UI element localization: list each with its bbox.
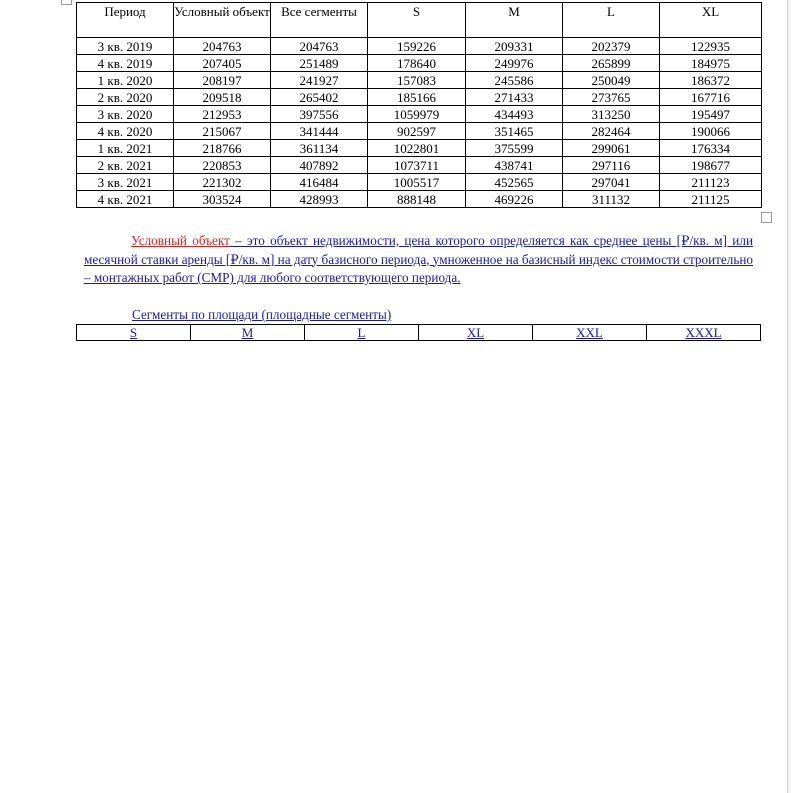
value-cell: 265402 <box>271 89 368 106</box>
value-cell: 361134 <box>271 140 368 157</box>
value-cell: 1022801 <box>368 140 466 157</box>
value-cell: 416484 <box>271 174 368 191</box>
table-row <box>77 106 762 123</box>
value-cell: 207405 <box>174 55 271 72</box>
value-cell: 178640 <box>368 55 466 72</box>
value-cell: 273765 <box>563 89 660 106</box>
value-cell: 167716 <box>660 89 762 106</box>
value-cell: 184975 <box>660 55 762 72</box>
value-cell: 407892 <box>271 157 368 174</box>
value-cell: 469226 <box>466 191 563 208</box>
value-cell: 282464 <box>563 123 660 140</box>
column-header: Все сегменты <box>271 3 368 38</box>
value-cell: 397556 <box>271 106 368 123</box>
segment-cell: XXXL <box>647 325 761 341</box>
value-cell: 250049 <box>563 72 660 89</box>
value-cell: 211125 <box>660 191 762 208</box>
value-cell: 176334 <box>660 140 762 157</box>
table-header-row <box>77 3 762 38</box>
value-cell: 190066 <box>660 123 762 140</box>
value-cell: 313250 <box>563 106 660 123</box>
table-row <box>77 89 762 106</box>
value-cell: 1059979 <box>368 106 466 123</box>
table-resize-handle[interactable] <box>761 212 772 223</box>
segments-table <box>76 324 761 341</box>
value-cell: 434493 <box>466 106 563 123</box>
value-cell: 221302 <box>174 174 271 191</box>
value-cell: 209518 <box>174 89 271 106</box>
table-row <box>77 157 762 174</box>
period-cell: 4 кв. 2019 <box>77 55 174 72</box>
definition-paragraph <box>84 232 753 288</box>
value-cell: 297041 <box>563 174 660 191</box>
period-cell: 3 кв. 2019 <box>77 38 174 55</box>
value-cell: 428993 <box>271 191 368 208</box>
period-cell: 4 кв. 2020 <box>77 123 174 140</box>
table-row <box>77 123 762 140</box>
table-row <box>77 174 762 191</box>
segment-cell: S <box>77 325 191 341</box>
column-header: M <box>466 3 563 38</box>
table-row <box>77 72 762 89</box>
table-corner-marker[interactable] <box>61 0 72 5</box>
definition-term: Условный объект <box>131 233 230 248</box>
value-cell: 375599 <box>466 140 563 157</box>
period-cell: 2 кв. 2020 <box>77 89 174 106</box>
value-cell: 1073711 <box>368 157 466 174</box>
value-cell: 204763 <box>174 38 271 55</box>
value-cell: 271433 <box>466 89 563 106</box>
value-cell: 204763 <box>271 38 368 55</box>
value-cell: 202379 <box>563 38 660 55</box>
value-cell: 1005517 <box>368 174 466 191</box>
value-cell: 902597 <box>368 123 466 140</box>
table-row <box>77 55 762 72</box>
value-cell: 122935 <box>660 38 762 55</box>
value-cell: 341444 <box>271 123 368 140</box>
value-cell: 351465 <box>466 123 563 140</box>
period-cell: 3 кв. 2021 <box>77 174 174 191</box>
value-cell: 211123 <box>660 174 762 191</box>
column-header: S <box>368 3 466 38</box>
table-row <box>77 191 762 208</box>
segments-heading: Сегменты по площади (площадные сегменты) <box>132 307 392 322</box>
value-cell: 241927 <box>271 72 368 89</box>
segment-cell: XL <box>419 325 533 341</box>
value-cell: 218766 <box>174 140 271 157</box>
value-cell: 208197 <box>174 72 271 89</box>
value-cell: 209331 <box>466 38 563 55</box>
value-cell: 186372 <box>660 72 762 89</box>
segment-cell: L <box>305 325 419 341</box>
value-cell: 311132 <box>563 191 660 208</box>
column-header: Период <box>77 3 174 38</box>
value-cell: 299061 <box>563 140 660 157</box>
quarterly-index-table <box>76 2 762 208</box>
value-cell: 212953 <box>174 106 271 123</box>
table-row <box>77 140 762 157</box>
column-header: Условный объект <box>174 3 271 38</box>
value-cell: 185166 <box>368 89 466 106</box>
value-cell: 249976 <box>466 55 563 72</box>
table-row <box>77 38 762 55</box>
segment-cell: M <box>191 325 305 341</box>
value-cell: 251489 <box>271 55 368 72</box>
value-cell: 438741 <box>466 157 563 174</box>
value-cell: 159226 <box>368 38 466 55</box>
value-cell: 198677 <box>660 157 762 174</box>
period-cell: 2 кв. 2021 <box>77 157 174 174</box>
value-cell: 297116 <box>563 157 660 174</box>
value-cell: 157083 <box>368 72 466 89</box>
value-cell: 245586 <box>466 72 563 89</box>
value-cell: 452565 <box>466 174 563 191</box>
period-cell: 4 кв. 2021 <box>77 191 174 208</box>
period-cell: 1 кв. 2021 <box>77 140 174 157</box>
value-cell: 888148 <box>368 191 466 208</box>
period-cell: 1 кв. 2020 <box>77 72 174 89</box>
value-cell: 303524 <box>174 191 271 208</box>
segment-cell: XXL <box>533 325 647 341</box>
table-body <box>77 38 762 208</box>
value-cell: 215067 <box>174 123 271 140</box>
page-edge <box>787 0 791 793</box>
value-cell: 195497 <box>660 106 762 123</box>
value-cell: 265899 <box>563 55 660 72</box>
period-cell: 3 кв. 2020 <box>77 106 174 123</box>
column-header: L <box>563 3 660 38</box>
definition-text: – это объект недвижимости, цена которого определяется как среднее цены [₽/кв. м] или месячной ставки аренды [₽/кв. м] на дату базисного периода, умноженное на базисный индекс стоимости строительно – монтажных работ (СМР) для любого соответствующего периода. <box>84 233 754 285</box>
column-header: XL <box>660 3 762 38</box>
value-cell: 220853 <box>174 157 271 174</box>
segments-row <box>77 325 761 341</box>
